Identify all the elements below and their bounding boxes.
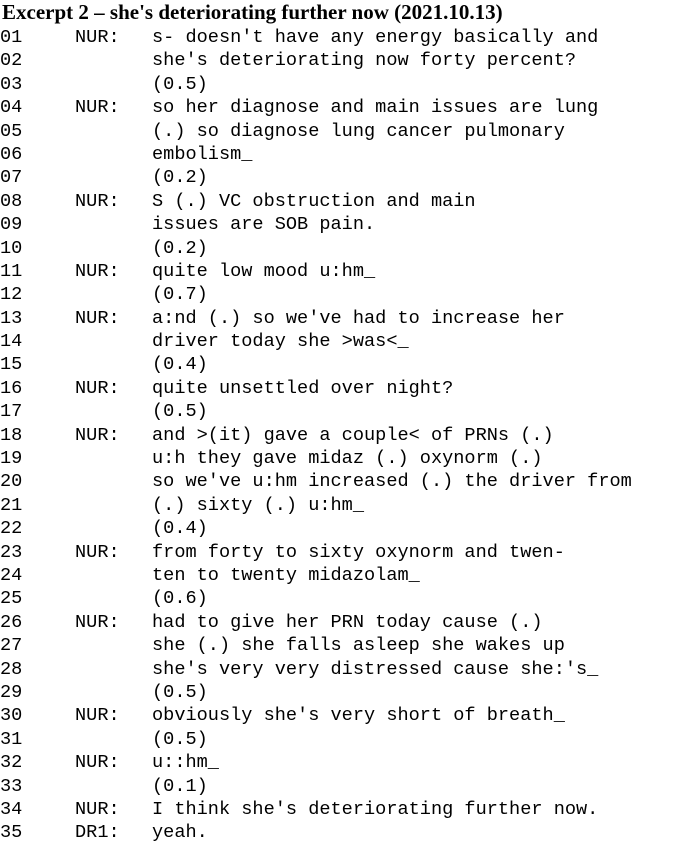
line-number: 29 (0, 681, 23, 703)
line-number: 14 (0, 331, 23, 353)
speaker-label: NUR: (75, 705, 120, 727)
line-number: 06 (0, 143, 23, 165)
line-number: 17 (0, 401, 23, 423)
utterance-text: driver today she >was<_ (152, 331, 409, 353)
utterance-text: (0.7) (152, 284, 208, 306)
utterance-text: quite low mood u:hm_ (152, 260, 376, 282)
utterance-text: (0.2) (152, 167, 208, 189)
line-number: 12 (0, 284, 23, 306)
utterance-text: embolism_ (152, 143, 253, 165)
line-number: 15 (0, 354, 23, 376)
utterance-text: so we've u:hm increased (.) the driver from (152, 471, 632, 493)
speaker-label: NUR: (75, 424, 120, 446)
speaker-label: NUR: (75, 377, 120, 399)
utterance-text: u::hm_ (152, 752, 219, 774)
line-number: 34 (0, 798, 23, 820)
speaker-label: NUR: (75, 97, 120, 119)
utterance-text: and >(it) gave a couple< of PRNs (.) (152, 424, 554, 446)
utterance-text: had to give her PRN today cause (.) (152, 611, 543, 633)
speaker-label: NUR: (75, 541, 120, 563)
utterance-text: yeah. (152, 822, 208, 844)
line-number: 07 (0, 167, 23, 189)
line-number: 23 (0, 541, 23, 563)
line-number: 33 (0, 775, 23, 797)
utterance-text: (0.4) (152, 518, 208, 540)
utterance-text: from forty to sixty oxynorm and twen- (152, 541, 565, 563)
line-number: 20 (0, 471, 23, 493)
utterance-text: (0.5) (152, 73, 208, 95)
utterance-text: quite unsettled over night? (152, 377, 454, 399)
line-number: 27 (0, 635, 23, 657)
line-number: 08 (0, 190, 23, 212)
speaker-label: NUR: (75, 307, 120, 329)
speaker-label: NUR: (75, 611, 120, 633)
utterance-text: she (.) she falls asleep she wakes up (152, 635, 565, 657)
line-number: 32 (0, 752, 23, 774)
utterance-text: obviously she's very short of breath_ (152, 705, 565, 727)
utterance-text: (0.5) (152, 728, 208, 750)
line-number: 11 (0, 260, 23, 282)
utterance-text: (0.5) (152, 681, 208, 703)
utterance-text: s- doesn't have any energy basically and (152, 27, 599, 48)
line-number: 09 (0, 214, 23, 236)
speaker-label: NUR: (75, 27, 120, 48)
speaker-label: NUR: (75, 798, 120, 820)
line-number: 16 (0, 377, 23, 399)
utterance-text: (0.2) (152, 237, 208, 259)
utterance-text: (.) sixty (.) u:hm_ (152, 494, 365, 516)
utterance-text: she's very very distressed cause she:'s_ (152, 658, 599, 680)
utterance-text: (0.1) (152, 775, 208, 797)
line-number: 22 (0, 518, 23, 540)
utterance-text: ten to twenty midazolam_ (152, 564, 420, 586)
utterance-text: (0.4) (152, 354, 208, 376)
line-number: 21 (0, 494, 23, 516)
speaker-label: DR1: (75, 822, 120, 844)
utterance-text: (0.6) (152, 588, 208, 610)
utterance-text: (.) so diagnose lung cancer pulmonary (152, 120, 565, 142)
excerpt-title: Excerpt 2 – she's deteriorating further now (2021.10.13) (2, 0, 503, 24)
utterance-text: so her diagnose and main issues are lung (152, 97, 599, 119)
line-number: 19 (0, 448, 23, 470)
speaker-label: NUR: (75, 260, 120, 282)
utterance-text: she's deteriorating now forty percent? (152, 50, 577, 72)
line-number: 04 (0, 97, 23, 119)
line-number: 26 (0, 611, 23, 633)
line-number: 18 (0, 424, 23, 446)
utterance-text: u:h they gave midaz (.) oxynorm (.) (152, 448, 543, 470)
line-number: 05 (0, 120, 23, 142)
line-number: 35 (0, 822, 23, 844)
line-number: 31 (0, 728, 23, 750)
utterance-text: issues are SOB pain. (152, 214, 376, 236)
line-number: 25 (0, 588, 23, 610)
line-number: 13 (0, 307, 23, 329)
utterance-text: S (.) VC obstruction and main (152, 190, 476, 212)
utterance-text: I think she's deteriorating further now. (152, 798, 599, 820)
line-number: 30 (0, 705, 23, 727)
speaker-label: NUR: (75, 752, 120, 774)
utterance-text: a:nd (.) so we've had to increase her (152, 307, 565, 329)
line-number: 10 (0, 237, 23, 259)
speaker-label: NUR: (75, 190, 120, 212)
line-number: 03 (0, 73, 23, 95)
line-number: 28 (0, 658, 23, 680)
line-number: 02 (0, 50, 23, 72)
line-number: 01 (0, 27, 23, 48)
utterance-text: (0.5) (152, 401, 208, 423)
line-number: 24 (0, 564, 23, 586)
